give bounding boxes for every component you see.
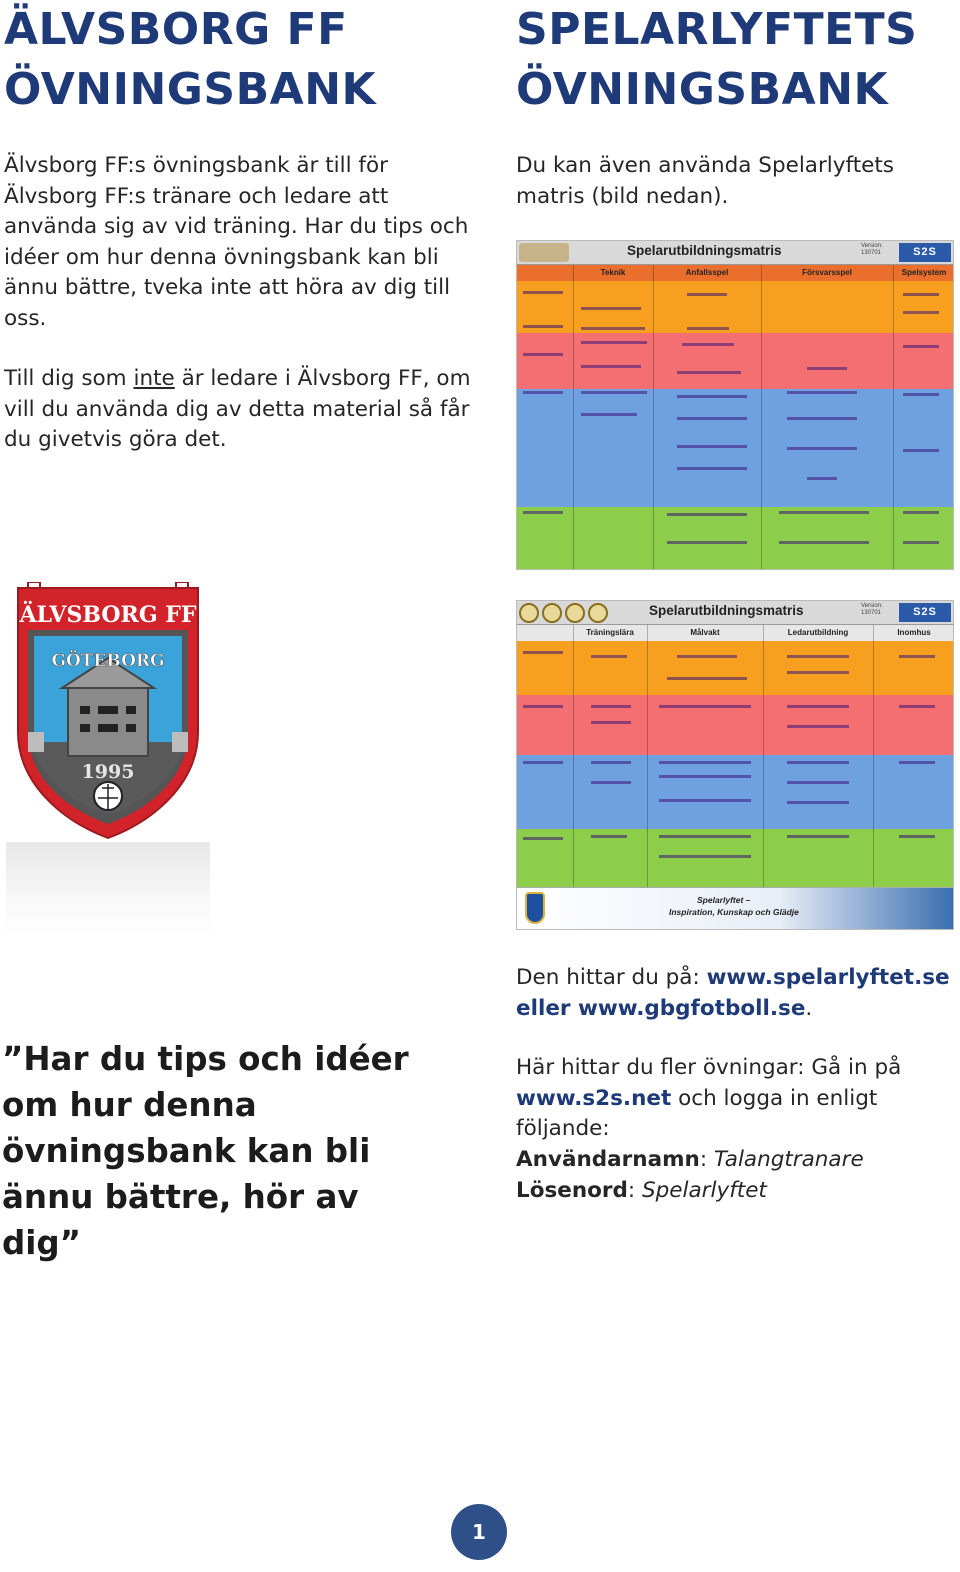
matrix1-header-row [517,265,953,281]
underlined-word: inte [133,366,175,391]
username-value: Talangtranare [713,1147,864,1172]
where-to-find-paragraph [516,963,956,1024]
left-title-line2: ÖVNINGSBANK [4,64,377,115]
username-colon: : [699,1147,714,1172]
crest-year: 1995 [81,761,135,783]
page-number-badge: 1 [451,1504,507,1560]
pull-quote: ”Har du tips och idéer om hur denna övningsbank kan bli ännu bättre, hör av dig” [2,1040,409,1262]
matrix2-footer-line1: Spelarlyftet – [697,895,751,905]
spelarlyftet-link[interactable]: www.spelarlyftet.se [706,965,950,990]
matrix2-col-3: Ledarutbildning [787,628,849,637]
matrix2-col-4: Inomhus [897,628,931,637]
right-title-line2: ÖVNINGSBANK [516,64,889,115]
matrix1-col-1: Teknik [600,268,626,277]
non-leader-paragraph [4,364,474,456]
matrix1-col-2: Anfallsspel [685,268,729,277]
gbgfotboll-link[interactable]: www.gbgfotboll.se [578,995,806,1021]
matrix2-footer-line2: Inspiration, Kunskap och Glädje [669,907,799,917]
left-page-title [4,0,474,120]
matrix-intro-paragraph: Du kan även använda Spelarlyftets matris (bild nedan). [516,153,894,209]
s2s-logo: S2S [899,243,951,262]
password-value: Spelarlyftet [642,1177,767,1203]
find-suffix: . [805,995,813,1021]
badge-icon [519,603,539,623]
matrix2-col-2: Målvakt [690,628,720,637]
username-label: Användarnamn [516,1147,700,1172]
s2s-logo: S2S [899,603,951,622]
non-leader-text-start: Till dig som [4,366,134,391]
more-exercises-paragraph [516,1053,956,1145]
password-label: Lösenord [516,1177,628,1203]
right-title-line1: SPELARLYFTETS [516,4,918,55]
training-matrix-image-1 [516,240,954,570]
matrix2-version: Version: 130701 [861,603,883,616]
matrix1-col-3: Försvarsspel [802,268,852,277]
matrix2-footer [517,887,953,929]
matrix2-title-bar [517,601,953,625]
password-colon: : [627,1177,642,1203]
more-prefix: Här hittar du fler övningar: Gå in på [516,1055,902,1080]
s2s-link[interactable]: www.s2s.net [516,1085,672,1111]
crest-city: GÖTEBORG [51,651,165,671]
badge-icon [565,603,585,623]
username-row [516,1145,956,1176]
login-credentials [516,1145,956,1206]
crest-club-name: ÄLVSBORG FF [19,602,197,628]
password-row [516,1176,956,1207]
intro-paragraph: Älvsborg FF:s övningsbank är till för Älvsborg FF:s tränare och ledare att använda sig av vid träning. Har du tips och idéer om hur denna övningsbank kan bli ännu bättre, tveka inte att höra av dig till oss. [4,153,469,331]
badge-icon [542,603,562,623]
spelarlyftet-logo [519,243,569,262]
matrix1-version: Version: 130701 [861,243,883,256]
district-badges [519,603,619,625]
alvsborg-ff-crest-logo [6,582,210,940]
right-page-title [516,0,956,120]
badge-icon [588,603,608,623]
matrix1-col-4: Spelsystem [901,268,947,277]
non-leader-text-end: är ledare i Älvsborg FF, om vill du använda dig av detta material så får du givetvis göra det. [4,366,471,452]
matrix1-title: Spelarutbildningsmatris [627,243,782,258]
matrix2-title: Spelarutbildningsmatris [649,603,804,618]
find-prefix: Den hittar du på: [516,965,707,990]
more-suffix: och logga in enligt följande: [516,1085,878,1141]
matrix2-header-row [517,625,953,641]
left-title-line1: ÄLVSBORG FF [4,4,348,55]
matrix1-title-bar [517,241,953,265]
find-middle: eller [516,995,578,1021]
matrix2-col-1: Träningslära [586,628,634,637]
training-matrix-image-2 [516,600,954,930]
swedish-fa-crest-icon [525,892,545,924]
